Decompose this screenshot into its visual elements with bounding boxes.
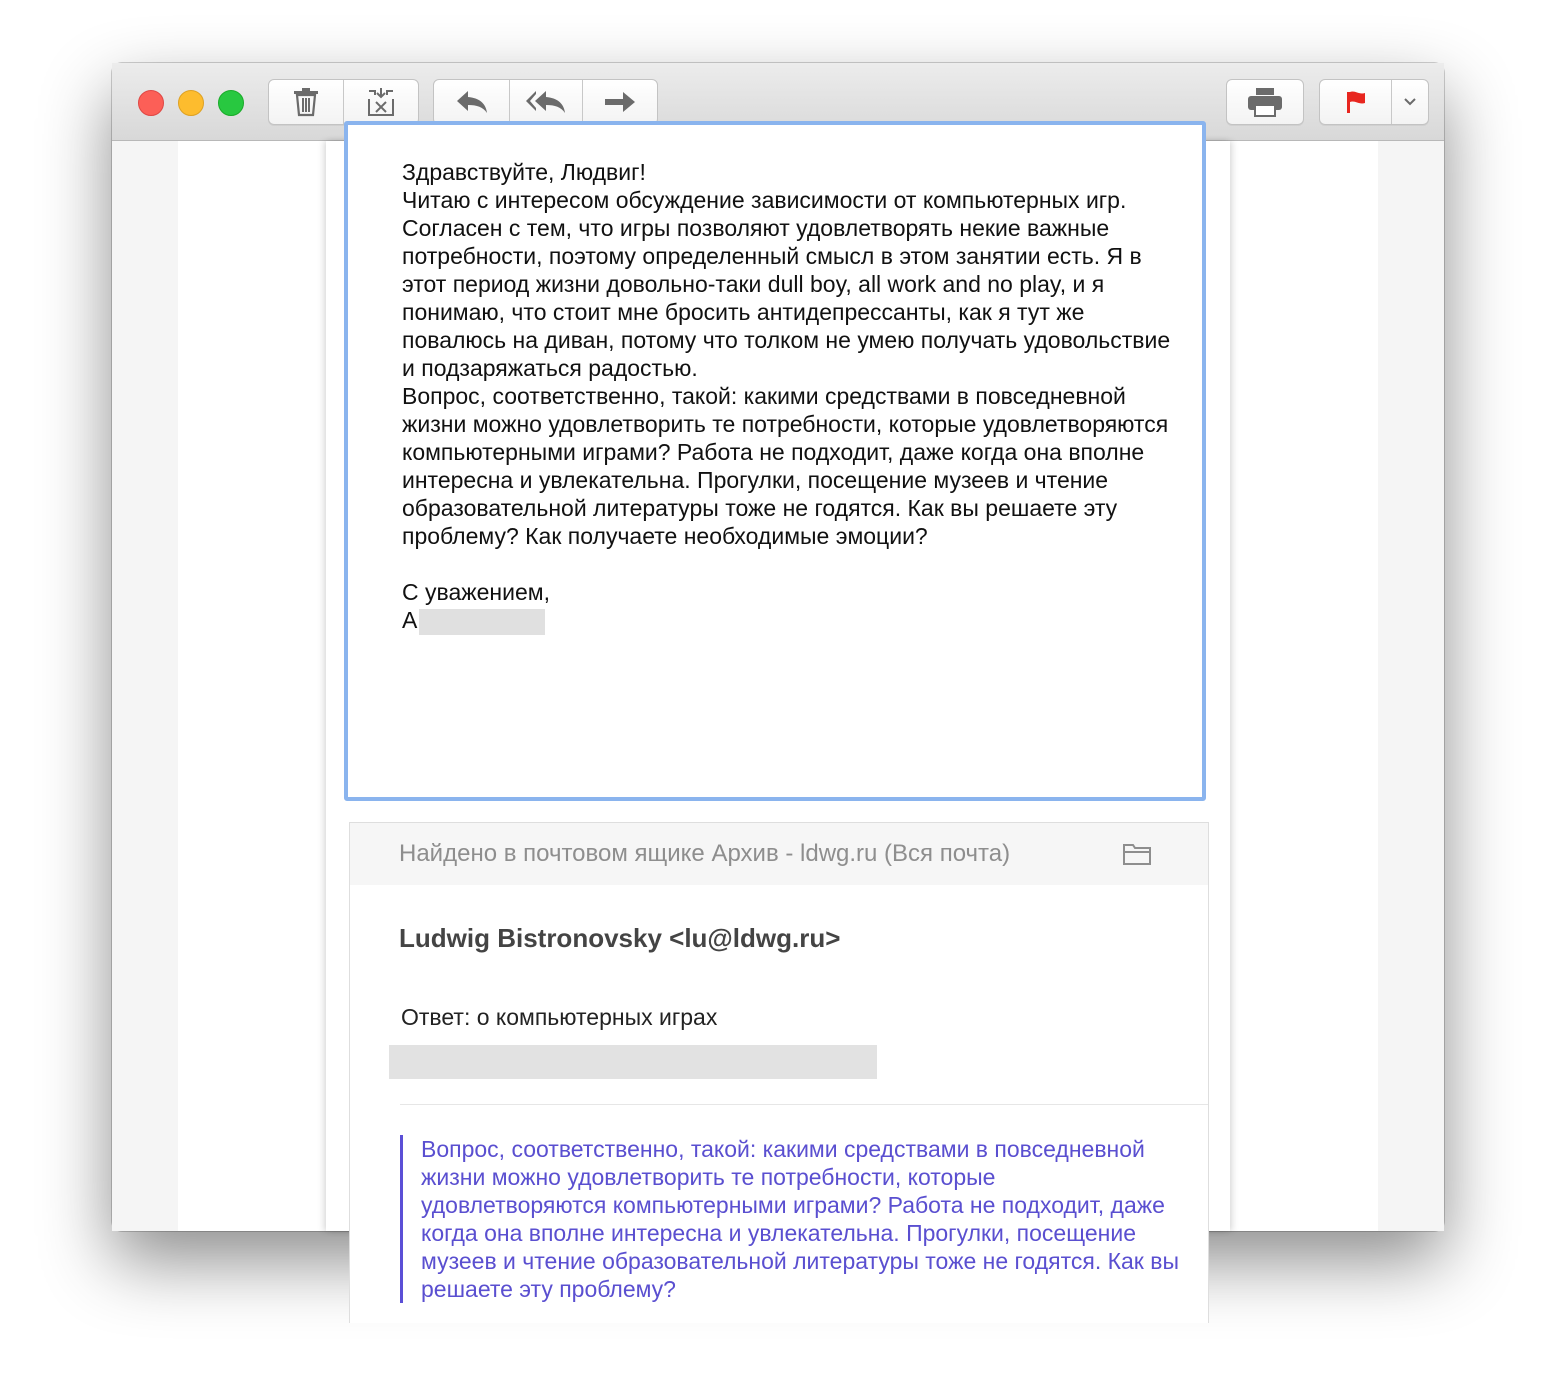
message-viewer[interactable]	[112, 141, 1444, 1302]
delete-junk-group	[268, 79, 419, 125]
message-body	[402, 158, 1182, 635]
redacted-recipient	[389, 1045, 877, 1079]
body-paragraph-2: Вопрос, соответственно, такой: какими средствами в повседневной жизни можно удовлетворить те потребности, которые удовлетворяются компьютерными играми? Работа не подходит, даже когда она вполне интересна и увлекательна. Прогулки, посещение музеев и чтение образовательной литературы тоже не годятся. Как вы решаете эту проблему? Как получаете необходимые эмоции?	[402, 383, 1169, 549]
quoted-text: Вопрос, соответственно, такой: какими средствами в повседневной жизни можно удовлетворить те потребности, которые удовлетворяются компьютерными играми? Работа не подходит, даже когда она вполне интересна и увлекательна. Прогулки, посещение музеев и чтение образовательной литературы тоже не годятся. Как вы решаете эту проблему?	[400, 1135, 1181, 1303]
reply-button[interactable]	[434, 80, 510, 124]
greeting: Здравствуйте, Людвиг!	[402, 159, 646, 185]
subject: Ответ: о компьютерных играх	[401, 1004, 718, 1030]
signature-initial: А	[402, 607, 418, 633]
header-divider	[400, 1104, 1208, 1105]
reply-message[interactable]	[349, 822, 1209, 1323]
junk-icon	[365, 87, 397, 117]
junk-button[interactable]	[344, 80, 418, 124]
flag-button[interactable]	[1320, 80, 1392, 124]
flag-icon	[1345, 90, 1367, 114]
zoom-window-button[interactable]	[218, 90, 244, 116]
flag-menu-button[interactable]	[1392, 80, 1428, 124]
close-window-button[interactable]	[138, 90, 164, 116]
sender[interactable]: Ludwig Bistronovsky <lu@ldwg.ru>	[399, 923, 841, 953]
mailbox-banner	[350, 823, 1208, 885]
forward-icon	[603, 90, 637, 114]
reply-all-icon	[525, 89, 567, 115]
chevron-down-icon	[1403, 97, 1417, 107]
reply-all-button[interactable]	[510, 80, 583, 124]
reply-group	[433, 79, 658, 125]
blank-line	[402, 550, 1182, 578]
trash-icon	[292, 87, 320, 117]
forward-button[interactable]	[583, 80, 657, 124]
reply-icon	[455, 89, 489, 115]
closing: С уважением,	[402, 579, 550, 605]
printer-icon	[1247, 87, 1283, 117]
delete-button[interactable]	[269, 80, 344, 124]
print-button[interactable]	[1227, 80, 1303, 124]
folder-icon[interactable]	[1122, 842, 1152, 866]
print-group	[1226, 79, 1304, 125]
mail-window	[112, 63, 1444, 1302]
found-in-label: Найдено в почтовом ящике Архив - ldwg.ru (Вся почта)	[399, 840, 1011, 867]
signature	[402, 606, 1182, 635]
body-paragraph-1: Читаю с интересом обсуждение зависимости от компьютерных игр. Согласен с тем, что игры позволяют удовлетворять некие важные потребности, поэтому определенный смысл в этом занятии есть. Я в этот период жизни довольно-таки dull boy, all work and no play, и я понимаю, что стоит мне бросить антидепрессанты, как я тут же повалюсь на диван, потому что толком не умею получать удовольствие и подзаряжаться радостью.	[402, 187, 1171, 381]
selected-message[interactable]	[344, 121, 1206, 801]
minimize-window-button[interactable]	[178, 90, 204, 116]
redacted-name	[419, 609, 545, 635]
flag-group	[1319, 79, 1429, 125]
